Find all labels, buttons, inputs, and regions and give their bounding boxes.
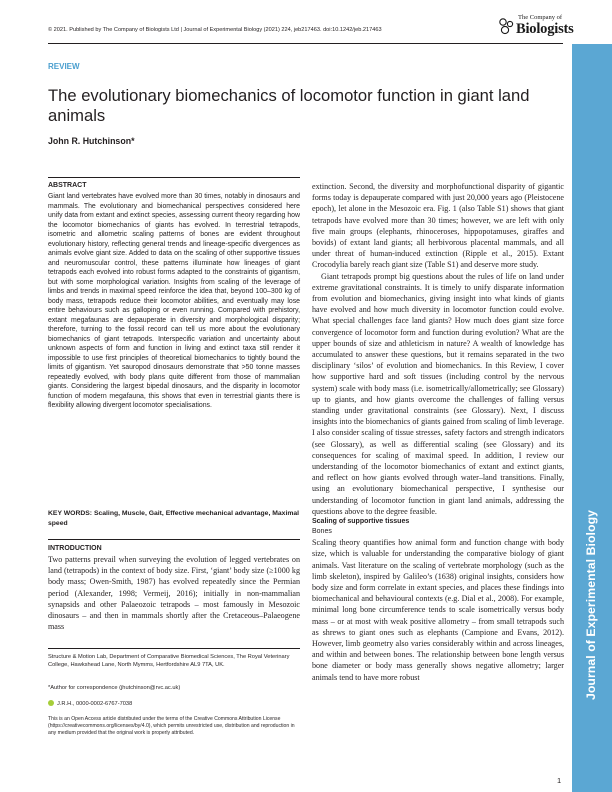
publisher-logo-big: Biologists — [516, 21, 574, 37]
right-paragraph-2: Giant tetrapods prompt big questions about the rules of life on land under extreme gravitational constraints. It is timely to unify disparate information from evolution and biomechanics, giving insight into what kinds of giants have evolved and how much diversity in locomotor function could evolve. What special challenges face land giants? How much does giant size force convergence of locomotor form and function during evolution? What are the upper bounds of size and athleticism in nature? A wealth of knowledge has accumulated to answer these questions, but it remains separated in the two disciplinary ‘silos’ of evolution and biomechanics. In this Review, I cover how supportive hard and soft tissues (including control by the nervous system) scale with body mass (i.e. isometrically/allometrically; see Glossary) up to giants, and how giants overcome the challenges of falling versus standing under gravitational constraints (see Glossary). Next, I discuss insights into the biomechanics of giants gained from scaling of limb leverage. I also consider scaling of tissue stresses, safety factors and strength indicators (see Glossary), as well as differential scaling (see Glossary) and its consequences for scaling of maximal speed. In addition, I review our understanding of the locomotor biomechanics of extant and extinct giants, and reflect on how giants evolved through water–land transitions. Finally, using an evolutionary biomechanical perspective, I synthesise our understanding of locomotor function in giant land animals, addressing the questions above to the degree feasible. — [312, 271, 564, 516]
keywords: KEY WORDS: Scaling, Muscle, Gait, Effective mechanical advantage, Maximal speed — [48, 510, 300, 527]
publisher-logo-icon — [498, 16, 516, 36]
correspondence: *Author for correspondence (jhutchinson@rvc.ac.uk) — [48, 685, 181, 691]
introduction-body: Two patterns prevail when surveying the evolution of legged vertebrates on land (tetrapods) in the context of body size. First, ‘giant’ body size (≥1000 kg body mass; Owen-Smith, 1987) has evolved repeatedly since the Permian period (Alexander, 1998; Vermeij, 2016); initially in non-mammalian synapsids and other Palaeozoic tetrapods – most famously in Mesozoic dinosaurs – and then in mammals shortly after the Cretaceous–Palaeogene mass — [48, 555, 300, 632]
orcid-text[interactable]: J.R.H., 0000-0002-6767-7038 — [57, 701, 133, 707]
introduction-heading: INTRODUCTION — [48, 545, 102, 552]
abstract-body: Giant land vertebrates have evolved more than 30 times, notably in dinosaurs and mammals. The evolutionary and biomechanical perspectives considered here unify data from extant and extinct species, assessing current theory regarding how the locomotor biomechanics of giants has evolved. In terrestrial tetrapods, isometric and allometric scaling patterns of bones are evident throughout evolutionary history, reflecting general trends and lineage-specific divergences as animals evolve giant size. Added to data on the scaling of other supportive tissues and neuromuscular control, these patterns illuminate how lineages of giant tetrapods each evolved into robust forms adapted to the constraints of gigantism, but with some morphological variation. Insights from scaling of the leverage of limbs and trends in maximal speed reinforce the idea that, beyond 100–300 kg of body mass, tetrapods reduce their locomotor abilities, and eventually may lose entire behaviours such as galloping or even running. Compared with prehistory, extant megafaunas are depauperate in diversity and morphological disparity; therefore, turning to the fossil record can tell us more about the evolutionary biomechanics of giant tetrapods. Interspecific variation and uncertainty about unknown aspects of form and function in living and extinct taxa still render it impossible to use first principles of theoretical biomechanics to tightly bound the limits of gigantism. Yet sauropod dinosaurs demonstrate that >50 tonne masses repeatedly evolved, with body plans quite different from those of mammalian giants. Considering the largest bipedal dinosaurs, and the disparity in locomotor function of modern megafauna, this shows that even in terrestrial giants there is flexibility allowing divergent locomotor specialisations. — [48, 193, 300, 409]
author-affiliation: Structure & Motion Lab, Department of Comparative Biomedical Sciences, The Royal Veterinary College, Hawkshead Lane, North Mymms, Hertfordshire AL9 7TA, UK. — [48, 654, 290, 668]
footnote-divider — [48, 648, 300, 649]
right-column — [312, 181, 564, 683]
journal-citation: © 2021. Published by The Company of Biologists Ltd | Journal of Experimental Biology (2021) 224, jeb217463. doi:10.1242/jeb.217463 — [48, 27, 382, 33]
abstract-heading: ABSTRACT — [48, 182, 87, 189]
publisher-logo — [494, 12, 574, 42]
header-divider — [48, 43, 563, 44]
right-paragraph-1: extinction. Second, the diversity and morphofunctional disparity of gigantic forms today is depauperate compared with just 20,000 years ago (Pleistocene epoch), let alone in the Mesozoic era. Fig. 1 (also Table S1) shows that giant tetrapods have evolved more than 30 times; however, we are left with only five main groups (elephants, rhinoceroses, hippopotamuses, giraffes and bovids) of extant land giants; all herbivorous placental mammals, and all under threat of human-induced extinction (Ripple et al., 2015). Extant Crocodylia barely reach giant size (Table S1) and deserve more study. — [312, 182, 564, 270]
open-access-notice: This is an Open Access article distributed under the terms of the Creative Commons Attribution License (https://creativecommons.org/licenses/by/4.0), which permits unrestricted use, distribution and reproduction in any medium provided that the original work is properly attributed. — [48, 716, 295, 736]
right-paragraph-3: Scaling theory quantifies how animal form and function change with body size, which is valuable for understanding the comparative biology of giant animals. Vast literature on the scaling of vertebrate morphology (such as the limb skeleton), inspired by Galileo’s (1638) original insights, considers how body size and form correlate in extant species, and places these findings into biomechanical and behavioural contexts (e.g. Dial et al., 2008). For example, minimal long bone circumference tends to scale isometrically versus body mass – or at most with weak positive allometry – from small tetrapods such as shrews to giant ones such as elephants (Campione and Evans, 2012). However, limb geometry also varies considerably within and across lineages, and within and between bones. The relationship between bone length versus bone diameter or body mass generally shows negative allometry; larger animals tend to have more robust — [312, 538, 564, 682]
article-title: The evolutionary biomechanics of locomotor function in giant land animals — [48, 86, 530, 125]
subsection-heading: Scaling of supportive tissues — [312, 518, 410, 526]
article-author: John R. Hutchinson* — [48, 136, 135, 146]
abstract-divider — [48, 177, 300, 178]
section-label: REVIEW — [48, 62, 80, 71]
introduction-divider — [48, 539, 300, 540]
orcid-icon — [48, 700, 54, 706]
subsubsection-heading: Bones — [312, 528, 332, 536]
journal-side-text: Journal of Experimental Biology — [584, 509, 598, 700]
page-number: 1 — [557, 776, 562, 785]
publisher-logo-small: The Company of — [518, 14, 563, 21]
orcid-line[interactable] — [48, 700, 300, 708]
